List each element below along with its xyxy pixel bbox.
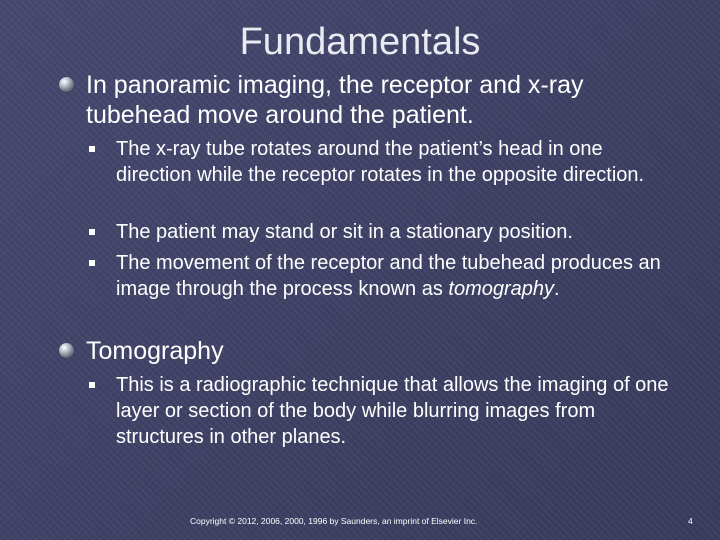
square-bullet-icon	[89, 229, 95, 235]
slide-title: Fundamentals	[239, 21, 481, 63]
sub-bullet-tomography-definition	[116, 372, 676, 450]
bullet-tomography	[86, 336, 686, 366]
sub-bullet-text: The patient may stand or sit in a stationary position.	[116, 221, 573, 243]
bullet-text: In panoramic imaging, the receptor and x-ray tubehead move around the patient.	[86, 71, 584, 129]
copyright-footer: Copyright © 2012, 2006, 2000, 1996 by Saunders, an imprint of Elsevier Inc.	[190, 516, 478, 526]
sub-bullet-text: This is a radiographic technique that allows the imaging of one layer or section of the body while blurring images from structures in other planes.	[116, 374, 669, 448]
page-number: 4	[688, 516, 693, 526]
tomography-term: tomography	[448, 278, 555, 300]
sub-bullet-text: The x-ray tube rotates around the patient’s head in one direction while the receptor rotates in the opposite direction.	[116, 138, 645, 186]
sub-bullet-tomography-process	[116, 250, 676, 302]
square-bullet-icon	[89, 382, 95, 388]
bullet-panoramic-imaging	[86, 70, 686, 130]
sub-bullet-patient-position	[116, 219, 676, 245]
bullet-text: Tomography	[86, 337, 224, 365]
sub-bullet-text-end: .	[554, 278, 560, 300]
sphere-bullet-icon	[59, 77, 74, 92]
square-bullet-icon	[89, 260, 95, 266]
square-bullet-icon	[89, 146, 95, 152]
sub-bullet-tube-rotation	[116, 136, 676, 188]
sphere-bullet-icon	[59, 343, 74, 358]
sub-bullet-text: The movement of the receptor and the tubehead produces an image through the process known as	[116, 252, 661, 300]
